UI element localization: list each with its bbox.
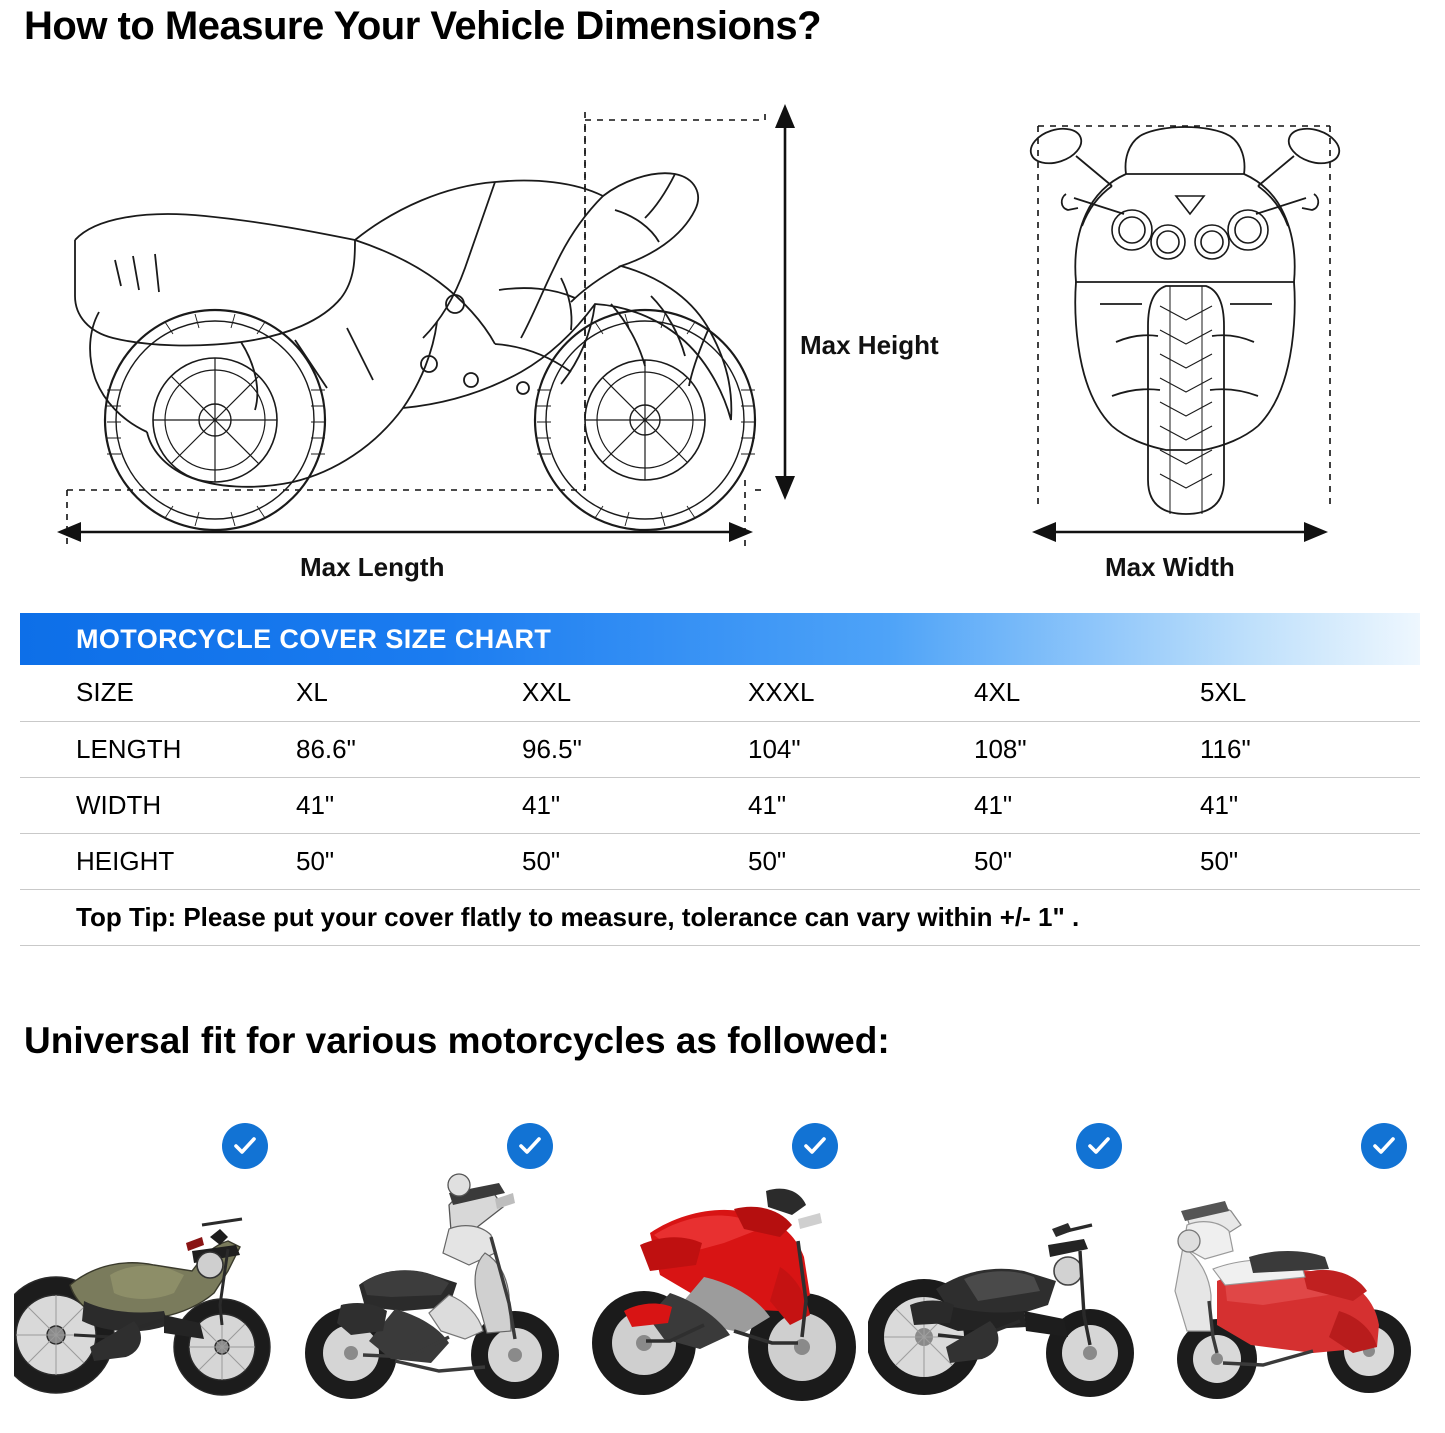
cell: 50" bbox=[516, 833, 742, 889]
cell: 108" bbox=[968, 721, 1194, 777]
check-icon bbox=[222, 1123, 268, 1169]
size-chart-title: MOTORCYCLE COVER SIZE CHART bbox=[76, 623, 552, 654]
cell: 86.6" bbox=[290, 721, 516, 777]
chopper-motorcycle bbox=[868, 1105, 1146, 1425]
cell: 50" bbox=[742, 833, 968, 889]
max-length-arrow bbox=[55, 512, 755, 552]
max-width-label: Max Width bbox=[1105, 552, 1235, 582]
check-icon bbox=[1076, 1123, 1122, 1169]
sport-motorcycle bbox=[584, 1105, 862, 1425]
cell: 5XL bbox=[1194, 665, 1420, 721]
cruiser-motorcycle bbox=[14, 1105, 292, 1425]
row-label: HEIGHT bbox=[20, 833, 290, 889]
scooter-motorcycle-art bbox=[299, 1125, 577, 1425]
vespa-scooter bbox=[1153, 1105, 1431, 1425]
page-title: How to Measure Your Vehicle Dimensions? bbox=[24, 4, 822, 48]
size-chart-header bbox=[20, 613, 1420, 665]
cell: 50" bbox=[290, 833, 516, 889]
table-row bbox=[20, 777, 1420, 833]
vespa-scooter-art bbox=[1153, 1125, 1431, 1425]
size-chart-table bbox=[20, 665, 1420, 946]
motorcycle-front-view-outline bbox=[1020, 90, 1360, 570]
sport-motorcycle-art bbox=[584, 1125, 862, 1425]
cell: 41" bbox=[516, 777, 742, 833]
cell: 4XL bbox=[968, 665, 1194, 721]
max-length-label: Max Length bbox=[300, 552, 445, 582]
cell: 41" bbox=[742, 777, 968, 833]
table-row bbox=[20, 721, 1420, 777]
chopper-motorcycle-art bbox=[868, 1125, 1146, 1425]
table-row-tip bbox=[20, 889, 1420, 945]
cell: XL bbox=[290, 665, 516, 721]
table-row bbox=[20, 665, 1420, 721]
cell: XXXL bbox=[742, 665, 968, 721]
row-label: LENGTH bbox=[20, 721, 290, 777]
compatible-bikes-row bbox=[0, 1105, 1445, 1425]
row-label: SIZE bbox=[20, 665, 290, 721]
scooter-motorcycle bbox=[299, 1105, 577, 1425]
cell: 50" bbox=[968, 833, 1194, 889]
max-height-arrow bbox=[755, 102, 815, 522]
max-width-arrow bbox=[1030, 512, 1330, 552]
check-icon bbox=[507, 1123, 553, 1169]
max-height-label: Max Height bbox=[800, 330, 939, 360]
universal-fit-heading: Universal fit for various motorcycles as followed: bbox=[24, 1020, 890, 1061]
table-row bbox=[20, 833, 1420, 889]
cell: 41" bbox=[290, 777, 516, 833]
row-label: WIDTH bbox=[20, 777, 290, 833]
cell: 104" bbox=[742, 721, 968, 777]
cell: 41" bbox=[968, 777, 1194, 833]
cell: 116" bbox=[1194, 721, 1420, 777]
cell: 50" bbox=[1194, 833, 1420, 889]
check-icon bbox=[1361, 1123, 1407, 1169]
cruiser-motorcycle-art bbox=[14, 1125, 292, 1425]
motorcycle-side-view-outline bbox=[55, 90, 795, 570]
size-chart-tip: Top Tip: Please put your cover flatly to measure, tolerance can vary within +/- 1" . bbox=[20, 889, 1420, 945]
cell: 96.5" bbox=[516, 721, 742, 777]
check-icon bbox=[792, 1123, 838, 1169]
cell: XXL bbox=[516, 665, 742, 721]
cell: 41" bbox=[1194, 777, 1420, 833]
size-chart bbox=[20, 613, 1420, 946]
measurement-diagram bbox=[0, 72, 1445, 602]
